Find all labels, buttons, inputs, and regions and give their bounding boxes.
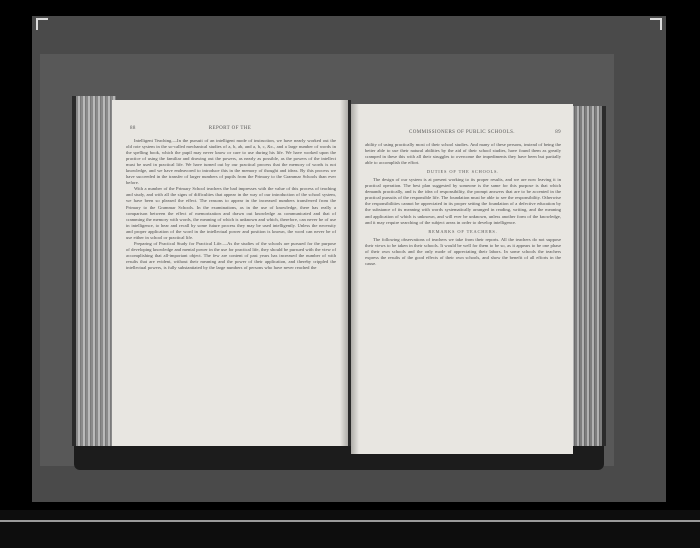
left-paragraph-1: Intelligent Teaching.—In the pursuit of an intelligent mode of instruction, we have nearly worked out the old rote system in the so-called mechanical studies of a, b, ab, and a, b, c, &c., and a large number of words in the spelling book, which the pupil may never know or care to use during his life. We have worked upon the practice of using the familiar and drawing out the powers, as nearly as possible, as the powers of the intellect must be used in practical life. We have turned out by our practical process that the memory of words is not knowledge, and we have endeavored to introduce this in the memory of thought and ideas. By this process we have succeeded in the transfer of larger numbers of pupils from the Primary to the Grammar Schools than ever before. [126,138,336,186]
right-page-number: 89 [555,130,561,135]
right-paragraph-2: The following observations of teachers we take from their reports. All the teachers do not suppose their views to be taken in their schools. It would be well for them to be so, as it appears to be one phase of their own schools and the only mode of appreciating their labors. In some schools the teachers express the results of the good effects of their own schools, and show the benefit of all efforts in the cause. [365,236,561,266]
right-intro-paragraph: ability of using practically most of their school studies. And many of these persons, instead of being the better able to use their natural abilities by the aid of their school studies, have found them as greatly cramped in these this with all their struggles to overcome the impediments they have been but partially able to accomplish the effort. [365,142,561,166]
left-paragraph-2: With a number of the Primary School teachers the bad impresses with the value of this process of teaching and study, and with all the signs of difficulties that appear in the way of our introduction of the school system, we have been so pleased the effect. The reasons to appear in the increased numbers transferred from the Primary to the Grammar Schools. In the examinations, as in the use of knowledge, there has really a comparison between the effect of memorization and drawn out knowledge as communicated and that of cramming the memory with words, the meaning of which is unknown and which, therefore, can never be of use in intelligence, to hear and recall by some future process they may be used intelligently. Unless the necessity and proper application of the word in the intellectual power and position is known, the word can never be of use either in school or practical life. [126,186,336,240]
bottom-rule [0,520,700,522]
right-page-body [365,142,561,440]
section-heading-remarks: REMARKS OF TEACHERS. [428,228,498,234]
book-edge-right [570,106,606,446]
right-paragraph-1: The design of our system is at present working to its proper results, and we are now leaving it in practical operation. The best plan suggested by someone is the same for this purpose is that which demands practically, and is the idea of responsibility, the prompt answers that are to be accented in the practical pursuits of the responsible life. The foundation must be able to see the responsibility. Otherwise the responsibilities cannot be appreciated in its proper setting the foundation of a defective education by the substance of its meaning with words systematically arranged in reading, writing, and the meaning and application of which is unknown, and will ever be unknown, unless another form of the knowledge, and it may require searching of the subject areas in order to develop intelligence. [365,177,561,225]
crop-mark-top-right [650,18,662,30]
left-page-header [124,126,336,134]
crop-mark-top-left [36,18,48,30]
right-running-head: COMMISSIONERS OF PUBLIC SCHOOLS. [409,130,515,135]
left-page-number: 88 [130,126,136,131]
right-page-header [363,130,561,138]
left-page-body [126,138,336,432]
gutter-shadow-right [351,104,359,454]
left-paragraph-3: Preparing of Practical Study for Practical Life.—As the studies of the schools are pursued for the purpose of developing knowledge and mental power in the use for practical life, they should be pursued with the view of accomplishing that all-important object. The few are content of past years has increased the number of with results that are evident, without their meaning and the power of their application, and thereby crippled the intellectual powers, is fully substantiated by the large numbers of persons who have never reached the [126,240,336,270]
bottom-band [0,510,700,548]
section-heading-duties: DUTIES OF THE SCHOOLS. [426,169,500,175]
book-edge-left [72,96,116,446]
left-page [112,100,351,446]
gutter-shadow-left [340,100,348,446]
left-running-head: REPORT OF THE [208,126,252,131]
right-page [351,104,573,454]
